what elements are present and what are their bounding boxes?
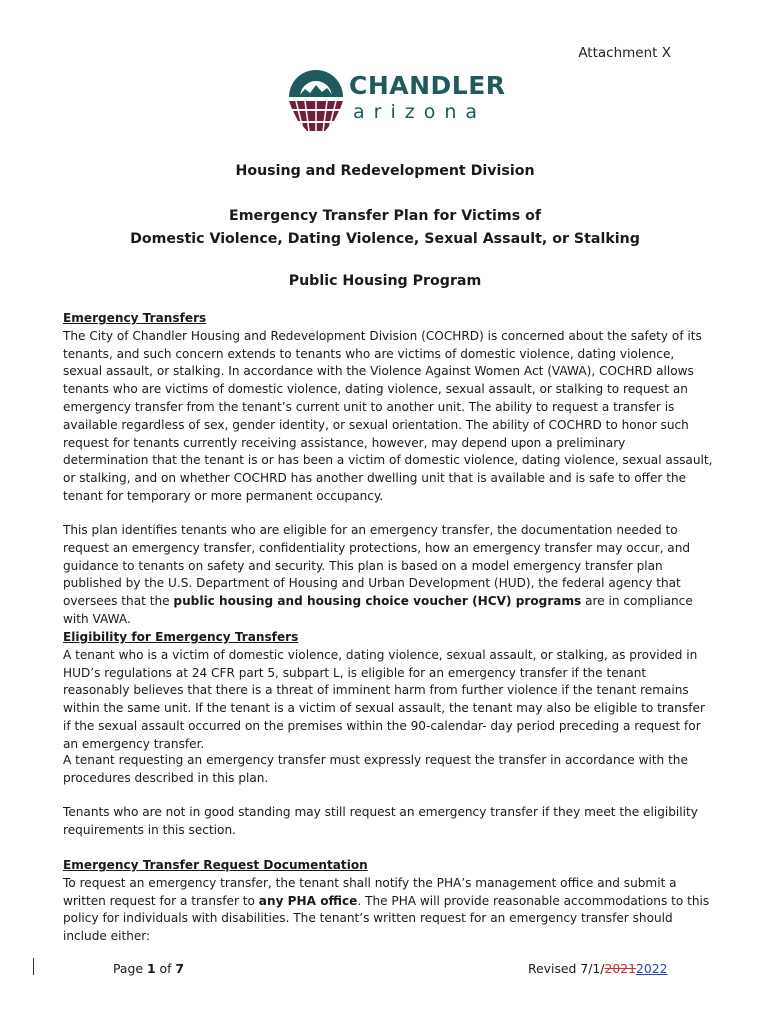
paragraph: Tenants who are not in good standing may still request an emergency transfer if they meet the eligibility requirements in this section. <box>63 805 698 837</box>
chandler-logo <box>283 63 506 133</box>
revised-prefix: Revised 7/1/ <box>528 961 605 976</box>
eligibility-paragraph-3 <box>63 804 713 840</box>
division-heading: Housing and Redevelopment Division <box>235 163 535 179</box>
section-heading: Emergency Transfer Request Documentation <box>63 858 368 872</box>
eligibility-paragraph-2 <box>63 752 713 788</box>
section-emergency-transfers <box>63 310 713 506</box>
page-prefix: Page <box>113 961 147 976</box>
section-heading: Emergency Transfers <box>63 311 207 325</box>
paragraph: The City of Chandler Housing and Redevelopment Division (COCHRD) is concerned about the safety of its tenants, and such concern extends to tenants who are victims of domestic violence, dating violence, sexual assault, or stalking. In accordance with the Violence Against Women Act (VAWA), COCHRD allows tenants who are victims of domestic violence, dating violence, sexual assault, or stalking to request an emergency transfer from the tenant’s current unit to another unit. The ability to request a transfer is available regardless of sex, gender identity, or sexual orientation. The ability of COCHRD to honor such request for tenants currently receiving assistance, however, may depend upon a preliminary determination that the tenant is or has been a victim of domestic violence, dating violence, sexual assault, or stalking, and on whether COCHRD has another dwelling unit that is available and is safe to offer the tenant for temporary or more permanent occupancy. <box>63 328 713 503</box>
paragraph-text: This plan identifies tenants who are eligible for an emergency transfer, the documentation needed to request an emergency transfer, confidentiality protections, how an emergency transfer may occur, and guidance to tenants on safety and security. This plan is based on a model emergency transfer plan published by the U.S. Department of Housing and Urban Development (HUD), the federal agency that oversees that the <box>63 523 691 609</box>
logo-subtitle: arizona <box>353 101 487 123</box>
title-line-1: Emergency Transfer Plan for Victims of <box>229 208 541 224</box>
paragraph: A tenant who is a victim of domestic violence, dating violence, sexual assault, or stalking, as provided in HUD’s regulations at 24 CFR part 5, subpart L, is eligible for an emergency transfer if the tenant reasonably believes that there is a threat of imminent harm from further violence if the tenant remains within the same unit. If the tenant is a victim of sexual assault, the tenant may also be eligible to transfer if the sexual assault occurred on the premises within the 90-calendar- day period preceding a request for an emergency transfer. <box>63 647 705 751</box>
paragraph-bold-text: any PHA office <box>258 893 358 908</box>
revised-deleted-year: 2021 <box>604 961 636 976</box>
logo-wordmark: CHANDLER <box>349 71 506 100</box>
page-number <box>113 961 184 976</box>
chandler-emblem-icon <box>283 63 349 133</box>
paragraph-bold-text: public housing and housing choice voucher (HCV) programs <box>173 594 582 609</box>
paragraph-text-end: are in compliance with VAWA. <box>63 594 693 626</box>
page-current: 1 <box>146 961 156 976</box>
paragraph-text-end: . The PHA will provide reasonable accommodations to this policy for individuals with disabilities. The tenant’s written request for an emergency transfer should include either: <box>63 893 710 944</box>
revision-date <box>528 961 668 976</box>
revised-inserted-year: 2022 <box>636 961 668 976</box>
page-of: of <box>155 961 176 976</box>
section-documentation <box>63 857 713 946</box>
title-line-2: Domestic Violence, Dating Violence, Sexual Assault, or Stalking <box>130 231 640 247</box>
change-bar <box>33 958 34 975</box>
attachment-label: Attachment X <box>578 45 671 61</box>
paragraph-text: To request an emergency transfer, the tenant shall notify the PHA’s management office and submit a written request for a transfer to <box>63 875 677 908</box>
page-total: 7 <box>175 961 185 976</box>
plan-paragraph <box>63 522 713 629</box>
paragraph: A tenant requesting an emergency transfer must expressly request the transfer in accordance with the procedures described in this plan. <box>63 753 688 785</box>
program-heading: Public Housing Program <box>288 273 482 289</box>
section-eligibility <box>63 629 713 754</box>
section-heading: Eligibility for Emergency Transfers <box>63 630 299 644</box>
